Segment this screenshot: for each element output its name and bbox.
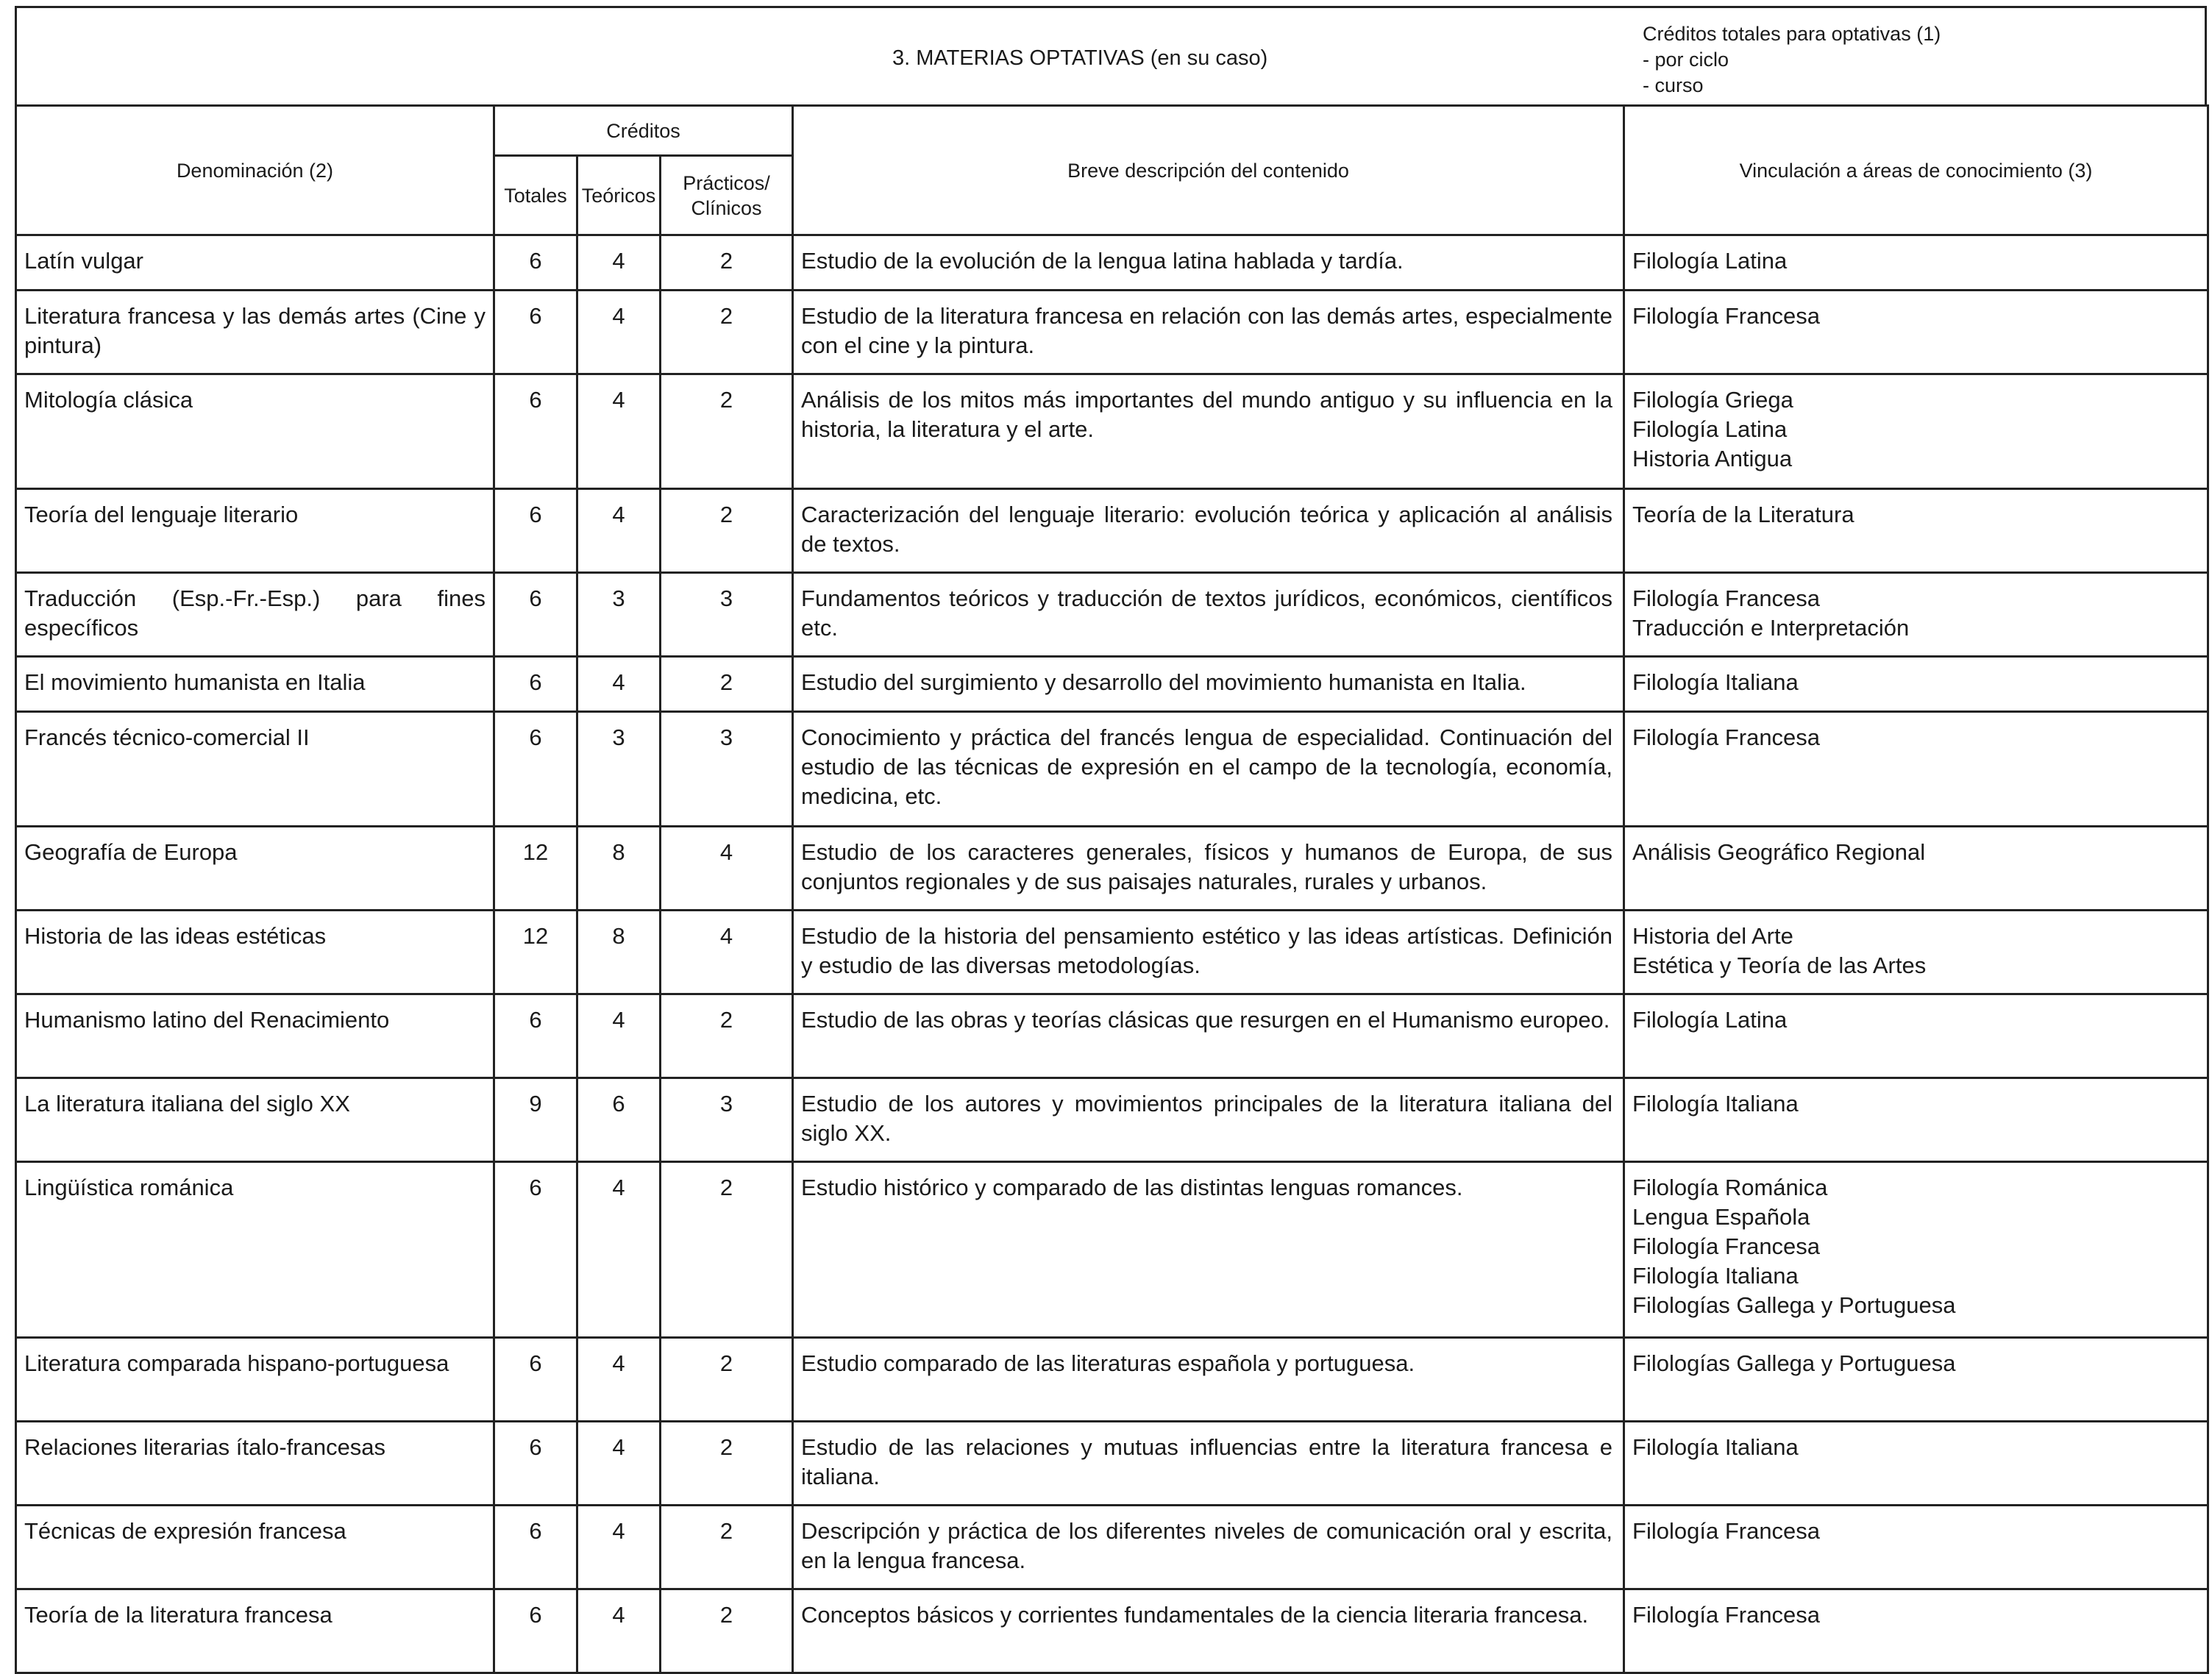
table-body (16, 235, 2208, 1673)
header-practicos: Prácticos/ Clínicos (661, 156, 793, 235)
knowledge-area: Filología Románica (1632, 1175, 1828, 1200)
subject-name: Humanismo latino del Renacimiento (16, 994, 494, 1078)
credits-note-line: Créditos totales para optativas (1) (1643, 23, 1941, 45)
subject-description: Estudio histórico y comparado de las distintas lenguas romances. (793, 1162, 1624, 1338)
table-row (16, 235, 2208, 291)
knowledge-area: Filología Latina (1632, 416, 1788, 442)
credits-total: 6 (494, 994, 577, 1078)
credits-practice: 3 (661, 1078, 793, 1162)
section-header (15, 6, 2207, 104)
subject-description: Estudio de los autores y movimientos principales de la literatura italiana del siglo XX. (793, 1078, 1624, 1162)
table-row (16, 1422, 2208, 1506)
knowledge-area: Traducción e Interpretación (1632, 615, 1910, 641)
table-row (16, 657, 2208, 712)
knowledge-areas (1624, 1162, 2208, 1338)
credits-practice: 2 (661, 994, 793, 1078)
optional-subjects-table (15, 104, 2209, 1674)
knowledge-areas (1624, 573, 2208, 657)
knowledge-area: Filologías Gallega y Portuguesa (1632, 1292, 1956, 1318)
subject-description: Conceptos básicos y corrientes fundamentales de la ciencia literaria francesa. (793, 1589, 1624, 1673)
knowledge-area: Filología Italiana (1632, 669, 1799, 695)
credits-practice: 2 (661, 374, 793, 489)
table-row (16, 1589, 2208, 1673)
credits-total: 6 (494, 573, 577, 657)
credits-total: 12 (494, 911, 577, 994)
subject-name: El movimiento humanista en Italia (16, 657, 494, 712)
knowledge-areas (1624, 1422, 2208, 1506)
subject-name: Geografía de Europa (16, 827, 494, 911)
header-teoricos: Teóricos (577, 156, 661, 235)
subject-name: Relaciones literarias ítalo-francesas (16, 1422, 494, 1506)
knowledge-areas (1624, 1506, 2208, 1589)
knowledge-area: Filología Italiana (1632, 1263, 1799, 1289)
subject-description: Estudio de las obras y teorías clásicas que resurgen en el Humanismo europeo. (793, 994, 1624, 1078)
credits-theory: 4 (577, 657, 661, 712)
knowledge-areas (1624, 374, 2208, 489)
knowledge-area: Filología Francesa (1632, 303, 1821, 329)
credits-total: 6 (494, 374, 577, 489)
subject-name: Literatura comparada hispano-portuguesa (16, 1338, 494, 1422)
credits-practice: 2 (661, 489, 793, 573)
subject-description: Conocimiento y práctica del francés lengua de especialidad. Continuación del estudio de las técnicas de expresión en el campo de la tecnología, economía, medicina, etc. (793, 712, 1624, 827)
subject-description: Descripción y práctica de los diferentes niveles de comunicación oral y escrita, en la lengua francesa. (793, 1506, 1624, 1589)
credits-theory: 4 (577, 1338, 661, 1422)
header-denominacion: Denominación (2) (16, 106, 494, 235)
subject-name: Francés técnico-comercial II (16, 712, 494, 827)
knowledge-areas (1624, 657, 2208, 712)
table-row (16, 994, 2208, 1078)
credits-practice: 2 (661, 291, 793, 374)
knowledge-area: Teoría de la Literatura (1632, 502, 1854, 527)
credits-total: 9 (494, 1078, 577, 1162)
subject-description: Estudio de la historia del pensamiento estético y las ideas artísticas. Definición y estudio de las diversas metodologías. (793, 911, 1624, 994)
table-row (16, 911, 2208, 994)
credits-theory: 4 (577, 291, 661, 374)
subject-name: Lingüística románica (16, 1162, 494, 1338)
credits-total: 6 (494, 657, 577, 712)
credits-total: 6 (494, 1422, 577, 1506)
credits-practice: 3 (661, 573, 793, 657)
credits-theory: 4 (577, 1162, 661, 1338)
subject-name: La literatura italiana del siglo XX (16, 1078, 494, 1162)
subject-name: Mitología clásica (16, 374, 494, 489)
credits-theory: 4 (577, 235, 661, 291)
header-creditos: Créditos (494, 106, 793, 156)
knowledge-areas (1624, 291, 2208, 374)
knowledge-area: Filología Italiana (1632, 1091, 1799, 1116)
credits-total: 6 (494, 291, 577, 374)
credits-note (1643, 21, 1941, 99)
table-row (16, 489, 2208, 573)
knowledge-area: Filologías Gallega y Portuguesa (1632, 1350, 1956, 1376)
subject-description: Estudio comparado de las literaturas española y portuguesa. (793, 1338, 1624, 1422)
table-row (16, 1078, 2208, 1162)
credits-theory: 3 (577, 712, 661, 827)
credits-theory: 6 (577, 1078, 661, 1162)
credits-practice: 2 (661, 657, 793, 712)
credits-practice: 2 (661, 235, 793, 291)
subject-name: Historia de las ideas estéticas (16, 911, 494, 994)
knowledge-areas (1624, 712, 2208, 827)
subject-name: Teoría de la literatura francesa (16, 1589, 494, 1673)
credits-theory: 4 (577, 1589, 661, 1673)
credits-practice: 2 (661, 1422, 793, 1506)
subject-description: Estudio de los caracteres generales, físicos y humanos de Europa, de sus conjuntos regionales y de sus paisajes naturales, rurales y urbanos. (793, 827, 1624, 911)
subject-description: Análisis de los mitos más importantes del mundo antiguo y su influencia en la historia, la literatura y el arte. (793, 374, 1624, 489)
knowledge-area: Historia del Arte (1632, 923, 1793, 949)
table-row (16, 291, 2208, 374)
credits-practice: 2 (661, 1589, 793, 1673)
subject-description: Estudio de la literatura francesa en relación con las demás artes, especialmente con el cine y la pintura. (793, 291, 1624, 374)
credits-total: 6 (494, 712, 577, 827)
knowledge-areas (1624, 994, 2208, 1078)
table-row (16, 573, 2208, 657)
credits-theory: 3 (577, 573, 661, 657)
subject-name: Traducción (Esp.-Fr.-Esp.) para fines específicos (16, 573, 494, 657)
credits-total: 6 (494, 1506, 577, 1589)
knowledge-area: Filología Italiana (1632, 1434, 1799, 1460)
credits-theory: 8 (577, 827, 661, 911)
subject-description: Estudio de las relaciones y mutuas influencias entre la literatura francesa e italiana. (793, 1422, 1624, 1506)
subject-name: Latín vulgar (16, 235, 494, 291)
knowledge-area: Filología Griega (1632, 387, 1793, 413)
header-totales: Totales (494, 156, 577, 235)
knowledge-areas (1624, 1338, 2208, 1422)
subject-name: Teoría del lenguaje literario (16, 489, 494, 573)
table-row (16, 374, 2208, 489)
credits-total: 6 (494, 489, 577, 573)
subject-description: Fundamentos teóricos y traducción de textos jurídicos, económicos, científicos etc. (793, 573, 1624, 657)
credits-theory: 4 (577, 489, 661, 573)
credits-theory: 4 (577, 1422, 661, 1506)
table-row (16, 1506, 2208, 1589)
knowledge-areas (1624, 827, 2208, 911)
credits-practice: 3 (661, 712, 793, 827)
knowledge-area: Lengua Española (1632, 1204, 1810, 1230)
credits-theory: 4 (577, 994, 661, 1078)
knowledge-area: Filología Latina (1632, 1007, 1788, 1033)
credits-theory: 8 (577, 911, 661, 994)
knowledge-area: Historia Antigua (1632, 446, 1793, 471)
credits-practice: 2 (661, 1338, 793, 1422)
credits-total: 6 (494, 1589, 577, 1673)
credits-total: 6 (494, 1338, 577, 1422)
knowledge-area: Análisis Geográfico Regional (1632, 839, 1926, 865)
section-title: 3. MATERIAS OPTATIVAS (en su caso) (892, 46, 1268, 70)
header-vinculacion: Vinculación a áreas de conocimiento (3) (1624, 106, 2208, 235)
credits-total: 12 (494, 827, 577, 911)
knowledge-areas (1624, 1078, 2208, 1162)
table-row (16, 1162, 2208, 1338)
credits-theory: 4 (577, 374, 661, 489)
knowledge-area: Filología Francesa (1632, 724, 1821, 750)
credits-practice: 4 (661, 911, 793, 994)
knowledge-areas (1624, 489, 2208, 573)
knowledge-areas (1624, 911, 2208, 994)
credits-note-line: - curso (1643, 74, 1704, 96)
knowledge-area: Estética y Teoría de las Artes (1632, 952, 1927, 978)
credits-theory: 4 (577, 1506, 661, 1589)
knowledge-area: Filología Latina (1632, 248, 1788, 274)
table-row (16, 712, 2208, 827)
subject-name: Literatura francesa y las demás artes (Cine y pintura) (16, 291, 494, 374)
subject-description: Estudio de la evolución de la lengua latina hablada y tardía. (793, 235, 1624, 291)
credits-total: 6 (494, 235, 577, 291)
credits-practice: 2 (661, 1506, 793, 1589)
knowledge-area: Filología Francesa (1632, 1233, 1821, 1259)
credits-practice: 4 (661, 827, 793, 911)
knowledge-areas (1624, 1589, 2208, 1673)
table-row (16, 1338, 2208, 1422)
knowledge-area: Filología Francesa (1632, 1602, 1821, 1628)
credits-practice: 2 (661, 1162, 793, 1338)
subject-description: Caracterización del lenguaje literario: evolución teórica y aplicación al análisis de textos. (793, 489, 1624, 573)
knowledge-area: Filología Francesa (1632, 585, 1821, 611)
table-row (16, 827, 2208, 911)
header-descripcion: Breve descripción del contenido (793, 106, 1624, 235)
subject-name: Técnicas de expresión francesa (16, 1506, 494, 1589)
credits-note-line: - por ciclo (1643, 49, 1729, 71)
knowledge-areas (1624, 235, 2208, 291)
credits-total: 6 (494, 1162, 577, 1338)
subject-description: Estudio del surgimiento y desarrollo del movimiento humanista en Italia. (793, 657, 1624, 712)
knowledge-area: Filología Francesa (1632, 1518, 1821, 1544)
